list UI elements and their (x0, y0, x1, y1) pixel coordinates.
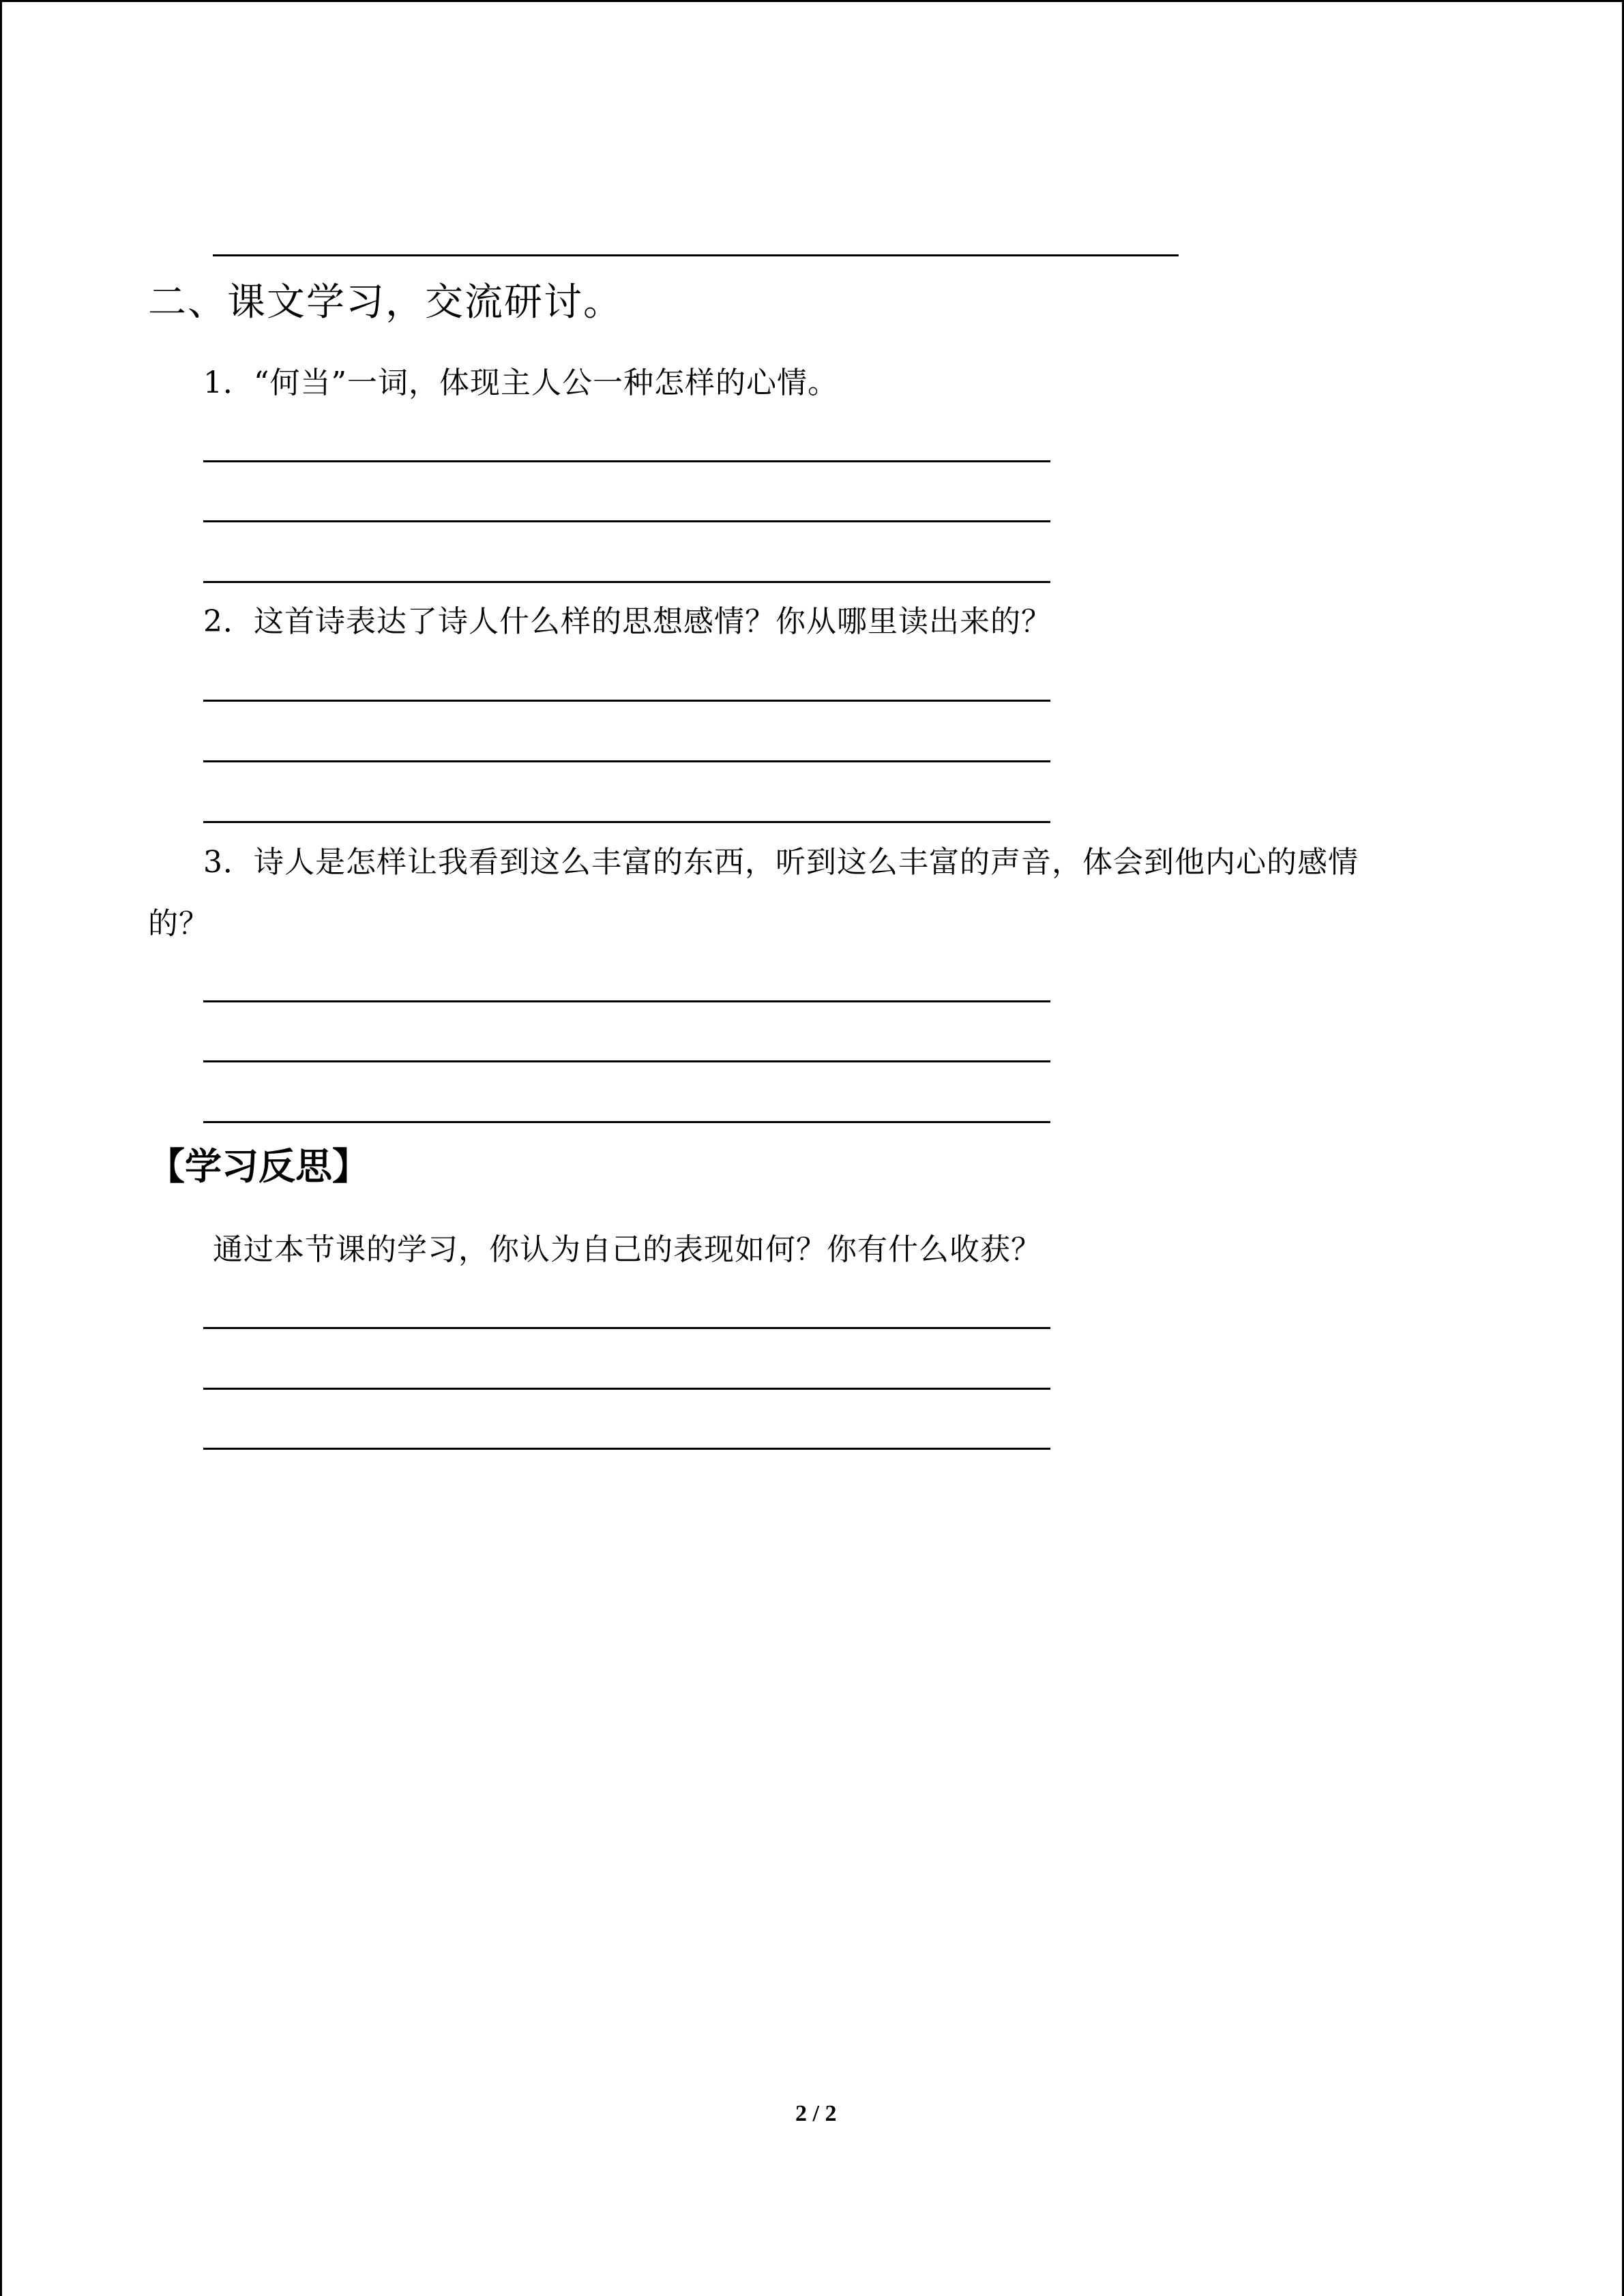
answer-line[interactable] (203, 460, 1050, 462)
question-3-continuation: 的？ (148, 906, 209, 941)
reflection-heading: 【学习反思】 (148, 1145, 369, 1188)
answer-line[interactable] (213, 254, 1179, 256)
answer-line[interactable] (203, 700, 1050, 702)
answer-line[interactable] (203, 1000, 1050, 1002)
answer-line[interactable] (203, 760, 1050, 762)
answer-line[interactable] (203, 520, 1050, 522)
answer-line[interactable] (203, 1448, 1050, 1450)
question-2: 2．这首诗表达了诗人什么样的思想感情？你从哪里读出来的？ (203, 604, 1052, 639)
answer-line[interactable] (203, 821, 1050, 823)
answer-line[interactable] (203, 581, 1050, 583)
question-1: 1．“何当”一词，体现主人公一种怎样的心情。 (203, 366, 838, 400)
answer-line[interactable] (203, 1060, 1050, 1062)
answer-line[interactable] (203, 1388, 1050, 1390)
question-3: 3．诗人是怎样让我看到这么丰富的东西，听到这么丰富的声音，体会到他内心的感情 (203, 845, 1359, 880)
answer-line[interactable] (203, 1121, 1050, 1123)
section-heading: 二、课文学习，交流研讨。 (148, 280, 623, 325)
answer-line[interactable] (203, 1327, 1050, 1329)
reflection-prompt: 通过本节课的学习，你认为自己的表现如何？你有什么收获？ (213, 1232, 1042, 1267)
page-number: 2 / 2 (795, 2101, 837, 2126)
